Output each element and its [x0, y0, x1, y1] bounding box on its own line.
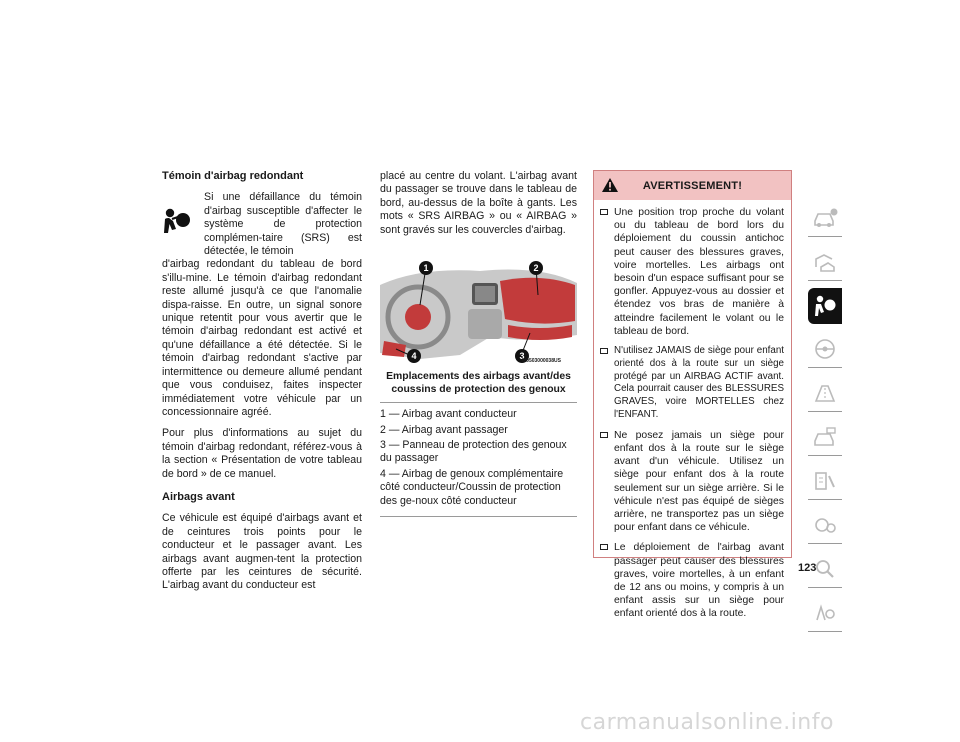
middle-column	[380, 170, 577, 517]
warning-item: Une position trop proche du volant ou du tableau de bord lors du déploiement du coussin antichoc peut causer des blessures graves, voire mortelles. Les airbags ont besoin d'un espace suffisant pour se gonfler. Appuyez-vous au dossier et étendez vos bras de manière à atteindre facilement le volant ou le tableau de bord.	[600, 206, 784, 338]
figure-caption: Emplacements des airbags avant/des coussins de protection des genoux	[386, 371, 571, 395]
airbag-location-figure	[380, 245, 577, 365]
airbag-warning-light-icon	[162, 191, 204, 258]
multimedia-icon	[812, 514, 838, 536]
airbag-warning-row	[162, 191, 362, 258]
legend-item: 1 — Airbag avant conducteur	[380, 408, 517, 421]
tab-driving[interactable]	[808, 331, 842, 368]
warning-item: Ne posez jamais un siège pour enfant dos à la route sur le siège avant d'un véhicule. Utilisez un siège pour enfant dos à la route seulement sur un siège arrière. Si le véhicule n'est pas équipé de sièges arrière, ne transportez pas un siège pour enfant dans ce véhicule.	[600, 429, 784, 535]
callout-1: 1	[419, 261, 433, 275]
tab-maintenance[interactable]	[808, 463, 842, 500]
legend-item: 2 — Airbag avant passager	[380, 423, 508, 436]
legend-item: 3 — Panneau de protection des genoux du passager	[380, 439, 567, 465]
steering-wheel-icon	[812, 338, 838, 360]
airbag-icon	[812, 294, 838, 318]
figure-legend	[380, 402, 577, 517]
section-title-front-airbags: Airbags avant	[162, 490, 235, 503]
checkbox-bullet-icon	[600, 432, 608, 438]
warning-triangle-icon	[601, 177, 619, 193]
tab-service[interactable]	[808, 419, 842, 456]
tab-index[interactable]	[808, 595, 842, 632]
legend-item: 4 — Airbag de genoux complémentaire côté conducteur/Coussin de protection des ge-noux côté conducteur	[380, 467, 564, 507]
section2-continued: placé au centre du volant. L'airbag avant du passager se trouve dans le tableau de bord, au-dessus de la boîte à gants. Les mots « SRS AIRBAG » ou « AIRBAG » sont gravés sur les couvercles d'airbag.	[380, 170, 577, 236]
car-info-icon	[812, 207, 838, 229]
tab-car-info[interactable]	[808, 200, 842, 237]
watermark: carmanualsonline.info	[580, 710, 834, 735]
index-icon	[812, 602, 838, 624]
callout-3: 3	[515, 349, 529, 363]
checkbox-bullet-icon	[600, 544, 608, 550]
section1-para2: Pour plus d'informations au sujet du témoin d'airbag redondant, référez-vous à la section « Présentation de votre tableau de bord » de ce manuel.	[162, 427, 362, 480]
magnifier-icon	[812, 558, 838, 580]
section2-body: Ce véhicule est équipé d'airbags avant et de ceintures trois points pour le conducteur et le passager avant. Les airbags avant augmen-tent la protection offerte par les ceintures de sécurité. L'airbag avant du conducteur est	[162, 512, 362, 592]
figure-image-code: M0503000038US	[522, 358, 561, 365]
checkbox-bullet-icon	[600, 348, 608, 354]
warning-item: N'utilisez JAMAIS de siège pour enfant orienté dos à la route sur un siège protégé par un AIRBAG ACTIF avant. Cela pourrait causer des BLESSURES GRAVES, voire MORTELLES chez l'ENFANT.	[600, 345, 784, 422]
section-title-redundant-airbag: Témoin d'airbag redondant	[162, 170, 304, 182]
page-number: 123	[798, 562, 817, 574]
warning-header	[594, 171, 791, 200]
warning-item: Le déploiement de l'airbag avant passager peut causer des blessures graves, voire mortelles, à un enfant de 12 ans ou moins, y compris à un enfant assis sur un siège pour enfant orienté dos à la route.	[600, 541, 784, 620]
tab-road[interactable]	[808, 375, 842, 412]
section1-intro: Si une défaillance du témoin d'airbag susceptible d'affecter le système de protection complémen-taire (SRS) est détectée, le témoin	[204, 191, 362, 258]
checkbox-bullet-icon	[600, 209, 608, 215]
service-icon	[812, 426, 838, 448]
tab-safety-airbag[interactable]	[808, 288, 842, 324]
callout-2: 2	[529, 261, 543, 275]
tab-dashboard[interactable]	[808, 244, 842, 281]
left-column	[162, 170, 362, 601]
maintenance-icon	[812, 470, 838, 492]
warning-title: AVERTISSEMENT!	[642, 179, 743, 192]
callout-4: 4	[407, 349, 421, 363]
road-icon	[812, 382, 838, 404]
dashboard-icon	[812, 251, 838, 273]
chapter-tabs	[808, 200, 842, 639]
section1-body: d'airbag redondant du tableau de bord s'illu-mine. Le témoin d'airbag redondant reste allumé jusqu'à ce que l'anomalie dispa-raisse. En outre, un signal sonore unique retentit pour vous avertir que le témoin d'airbag redondant est activé et qu'une défaillance a été détectée. Si le témoin d'airbag redondant s'active par intermittence ou demeure allumé pendant que vous conduisez, faites inspecter immédiatement votre véhicule par un concessionnaire agréé.	[162, 258, 362, 418]
tab-multimedia[interactable]	[808, 507, 842, 544]
warning-box	[593, 170, 792, 620]
driver-airbag	[405, 304, 431, 330]
warning-list	[594, 200, 791, 621]
tab-search[interactable]	[808, 551, 842, 588]
